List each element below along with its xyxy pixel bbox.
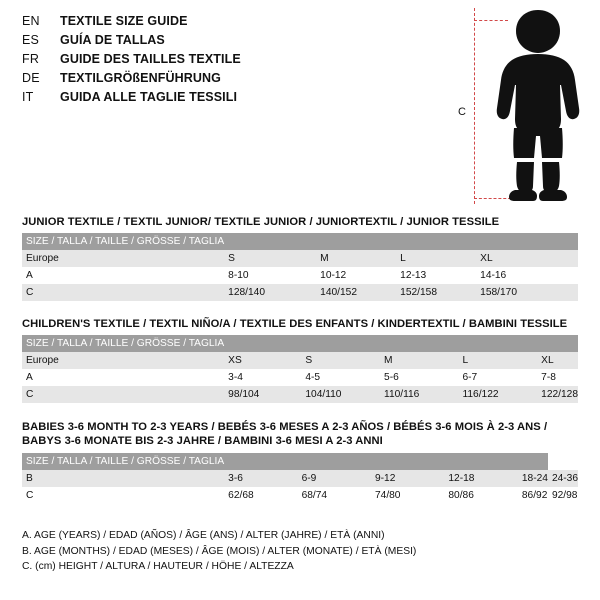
table-row [22,267,578,284]
language-title: GUIDE DES TAILLES TEXTILE [60,52,241,66]
children-size-table [22,335,578,403]
table-cell: 86/92 [518,487,548,504]
table-cell: 5-6 [380,369,458,386]
table-header-cell [444,453,517,470]
language-row-en [22,14,442,33]
child-silhouette-icon [486,6,590,202]
table-cell: Europe [22,352,224,369]
table-cell: S [224,250,316,267]
table-cell: L [396,250,476,267]
table-row [22,386,578,403]
babies-size-table [22,453,578,504]
table-cell: XL [537,352,578,369]
table-cell: 152/158 [396,284,476,301]
legend-note-a: A. AGE (YEARS) / EDAD (AÑOS) / ÂGE (ANS) / ALTER (JAHRE) / ETÀ (ANNI) [22,530,385,541]
legend-notes [22,528,578,575]
table-cell: 6-7 [458,369,537,386]
table-header-cell [224,233,316,250]
table-header-row [22,233,578,250]
table-header-cell [371,453,444,470]
table-cell: 74/80 [371,487,444,504]
language-code: DE [22,71,40,85]
table-cell: 3-6 [224,470,297,487]
language-code: ES [22,33,40,47]
table-cell: 8-10 [224,267,316,284]
table-cell: C [22,487,224,504]
table-header-cell [316,233,396,250]
table-cell: 12-18 [444,470,517,487]
table-row [22,369,578,386]
table-cell: A [22,369,224,386]
measurement-figure [452,6,592,206]
table-header-cell [224,453,297,470]
language-row-fr [22,52,442,71]
table-cell: 12-13 [396,267,476,284]
legend-note-c: C. (cm) HEIGHT / ALTURA / HAUTEUR / HÖHE / ALTEZZA [22,561,294,572]
table-cell: 62/68 [224,487,297,504]
junior-size-table [22,233,578,301]
table-header-cell [458,335,537,352]
table-cell: L [458,352,537,369]
language-code: EN [22,14,40,28]
table-cell: 80/86 [444,487,517,504]
table-cell: C [22,284,224,301]
table-cell: 18-24 [518,470,548,487]
language-title: TEXTILGRÖßENFÜHRUNG [60,71,221,85]
section-title: CHILDREN'S TEXTILE / TEXTIL NIÑO/A / TEXTILE DES ENFANTS / KINDERTEXTIL / BAMBINI TESSILE [22,318,568,330]
table-header-cell [380,335,458,352]
table-cell: M [316,250,396,267]
table-cell: 116/122 [458,386,537,403]
section-title: JUNIOR TEXTILE / TEXTIL JUNIOR/ TEXTILE JUNIOR / JUNIORTEXTIL / JUNIOR TESSILE [22,216,500,228]
table-header-cell [224,335,301,352]
language-title: GUÍA DE TALLAS [60,33,165,47]
table-header-row [22,453,578,470]
legend-note-b: B. AGE (MONTHS) / EDAD (MESES) / ÂGE (MOIS) / ALTER (MONATE) / ETÀ (MESI) [22,545,417,557]
table-cell: 92/98 [548,487,578,504]
language-title: TEXTILE SIZE GUIDE [60,14,188,28]
section-junior [22,216,578,301]
table-row [22,284,578,301]
section-title: BABIES 3-6 MONTH TO 2-3 YEARS / BEBÉS 3-6 MESES A 2-3 AÑOS / BÉBÉS 3-6 MOIS À 2-3 ANS / BABYS 3-6 MONATE BIS 2-3 JAHRE / BAMBINI 3-6 MESI A 2-3 ANNI [22,421,548,447]
table-cell: M [380,352,458,369]
table-cell: 24-36 [548,470,578,487]
table-cell: A [22,267,224,284]
table-cell: B [22,470,224,487]
table-cell: 3-4 [224,369,301,386]
table-cell: 4-5 [301,369,380,386]
language-row-it [22,90,442,109]
table-header-cell [298,453,371,470]
language-code: IT [22,90,34,104]
language-row-de [22,71,442,90]
language-row-es [22,33,442,52]
table-row [22,352,578,369]
table-row [22,487,578,504]
table-cell: 140/152 [316,284,396,301]
table-cell: 104/110 [301,386,380,403]
table-cell: XL [476,250,578,267]
table-cell: C [22,386,224,403]
table-cell: 128/140 [224,284,316,301]
table-cell: 110/116 [380,386,458,403]
table-header-cell: SIZE / TALLA / TAILLE / GRÖSSE / TAGLIA [26,456,225,467]
language-title: GUIDA ALLE TAGLIE TESSILI [60,90,238,104]
section-children [22,318,578,403]
table-cell: 9-12 [371,470,444,487]
table-header-cell [476,233,578,250]
table-header-cell [518,453,548,470]
table-cell: 14-16 [476,267,578,284]
table-cell: 158/170 [476,284,578,301]
table-cell: 122/128 [537,386,578,403]
section-babies [22,420,578,504]
table-cell: 10-12 [316,267,396,284]
table-header-cell: SIZE / TALLA / TAILLE / GRÖSSE / TAGLIA [26,236,225,247]
measure-label-c: C [458,106,466,118]
table-cell: S [301,352,380,369]
table-header-cell [537,335,578,352]
table-cell: Europe [22,250,224,267]
language-code: FR [22,52,40,66]
table-cell: 6-9 [298,470,371,487]
table-row [22,470,578,487]
table-cell: 68/74 [298,487,371,504]
language-title-list [22,14,442,109]
table-header-row [22,335,578,352]
table-cell: 7-8 [537,369,578,386]
table-cell: XS [224,352,301,369]
table-header-cell [396,233,476,250]
height-measure-line [474,8,475,204]
table-header-cell: SIZE / TALLA / TAILLE / GRÖSSE / TAGLIA [26,338,225,349]
table-header-cell [301,335,380,352]
table-row [22,250,578,267]
table-cell: 98/104 [224,386,301,403]
